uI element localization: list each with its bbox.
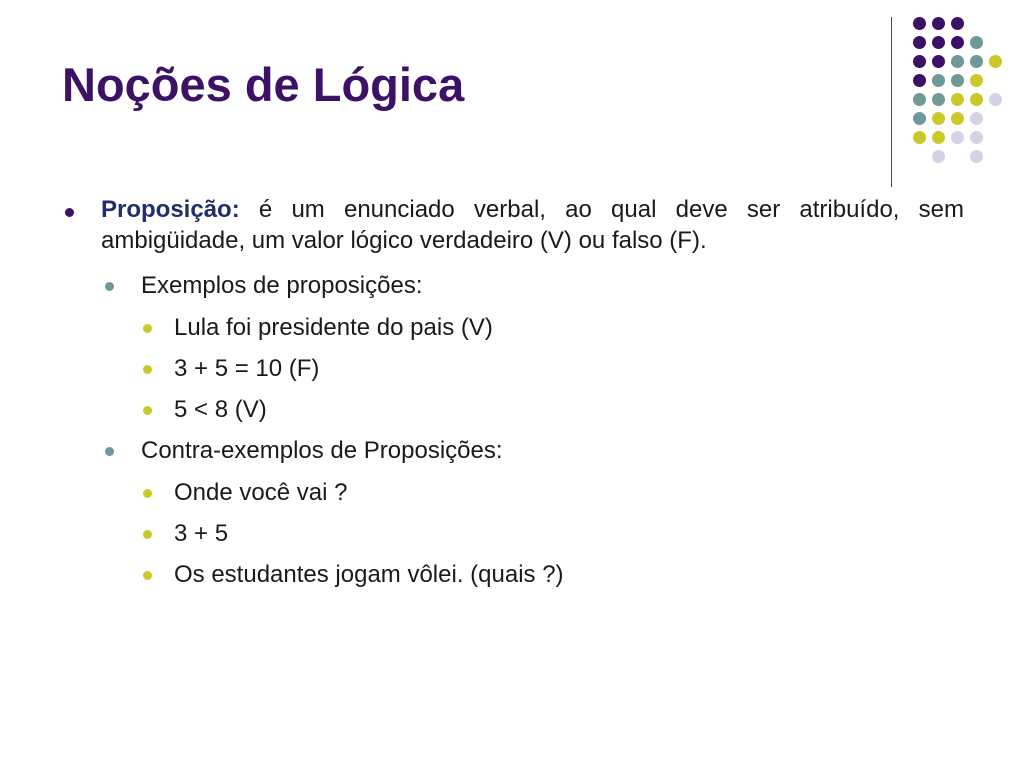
bullet-level3 [143,530,152,539]
counter-example-item: Os estudantes jogam vôlei. (quais ?) [174,561,564,588]
bullet-level3 [143,406,152,415]
slide-title: Noções de Lógica [62,58,465,111]
counter-example-item: Onde você vai ? [174,479,348,506]
examples-heading: Exemplos de proposições: [141,272,423,299]
definition-paragraph [101,194,964,256]
bullet-level3 [143,365,152,374]
example-item: 5 < 8 (V) [174,396,267,423]
counter-example-item: 3 + 5 [174,520,229,547]
example-item: Lula foi presidente do pais (V) [174,314,493,341]
definition-text: é um enunciado verbal, ao qual deve ser atribuído, sem ambigüidade, um valor lógico verdadeiro (V) ou falso (F). [101,196,964,255]
bullet-level3 [143,324,152,333]
counter-examples-heading: Contra-exemplos de Proposições: [141,437,503,464]
bullet-level2 [105,282,114,291]
example-item: 3 + 5 = 10 (F) [174,355,320,382]
bullet-level2 [105,447,114,456]
definition-term: Proposição: [101,196,240,223]
bullet-level3 [143,489,152,498]
bullet-level1 [65,208,74,217]
bullet-level3 [143,571,152,580]
